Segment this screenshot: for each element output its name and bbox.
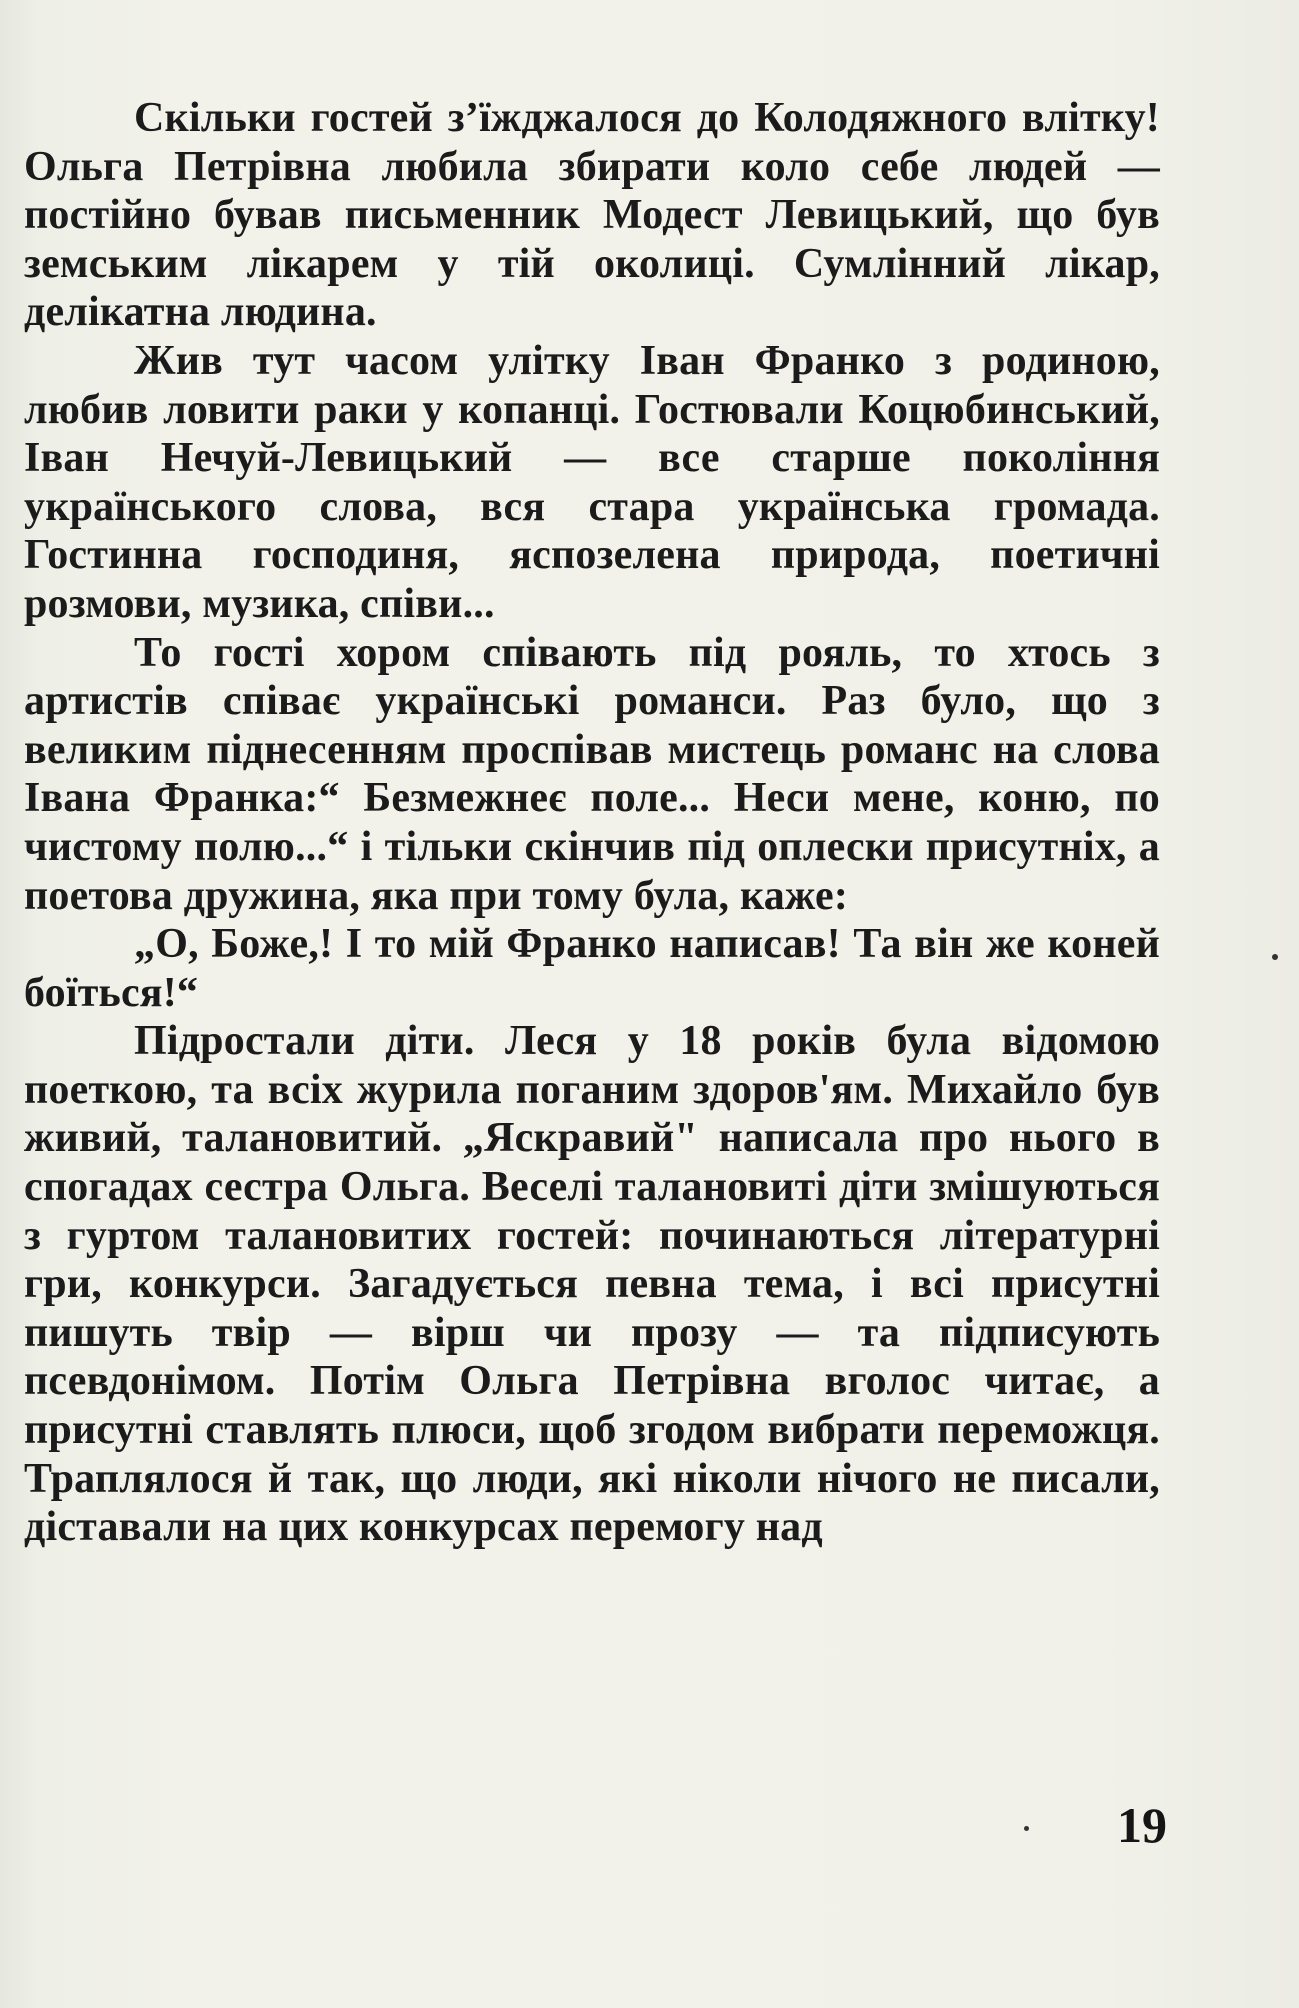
footer-dot [1024, 1826, 1029, 1831]
paragraph-3: То гості хором співають під рояль, то хтось з артистів співає українські романси. Раз було, що з великим піднесенням проспівав мистець романс на слова Івана Франка:“ Безмежнеє поле... Неси мене, коню, по чистому полю...“ і тільки скінчив під оплески присутніх, а поетова дружина, яка при тому була, каже: [24, 629, 1160, 919]
page-number: 19 [1117, 1797, 1167, 1853]
paragraph-2: Жив тут часом улітку Іван Франко з родиною, любив ловити раки у копанці. Гостювали Коцюбинський, Іван Нечуй-Левицький — все старше покоління українського слова, вся стара українська громада. Гостинна господиня, яспозелена природа, поетичні розмови, музика, співи... [24, 337, 1160, 627]
margin-dot [1272, 954, 1278, 960]
paragraph-4: „О, Боже,! І то мій Франко написав! Та він же коней боїться!“ [24, 921, 1160, 1016]
body-text [24, 94, 1160, 1552]
paragraph-1: Скільки гостей з’їжджалося до Колодяжного влітку! Ольга Петрівна любила збирати коло себе людей — постійно бував письменник Модест Левицький, що був земським лікарем у тій околиці. Сумлінний лікар, делікатна людина. [24, 95, 1160, 336]
paragraph-5: Підростали діти. Леся у 18 років була відомою поеткою, та всіх журила поганим здоров'ям. Михайло був живий, талановитий. „Яскравий" написала про нього в спогадах сестра Ольга. Веселі талановиті діти змішуються з гуртом талановитих гостей: починаються літературні гри, конкурси. Загадується певна тема, і всі присутні пишуть твір — вірш чи прозу — та підписують псевдонімом. Потім Ольга Петрівна вголос читає, а присутні ставлять плюси, щоб згодом вибрати переможця. Траплялося й так, що люди, які ніколи нічого не писали, діставали на цих конкурсах перемогу над [24, 1018, 1160, 1551]
